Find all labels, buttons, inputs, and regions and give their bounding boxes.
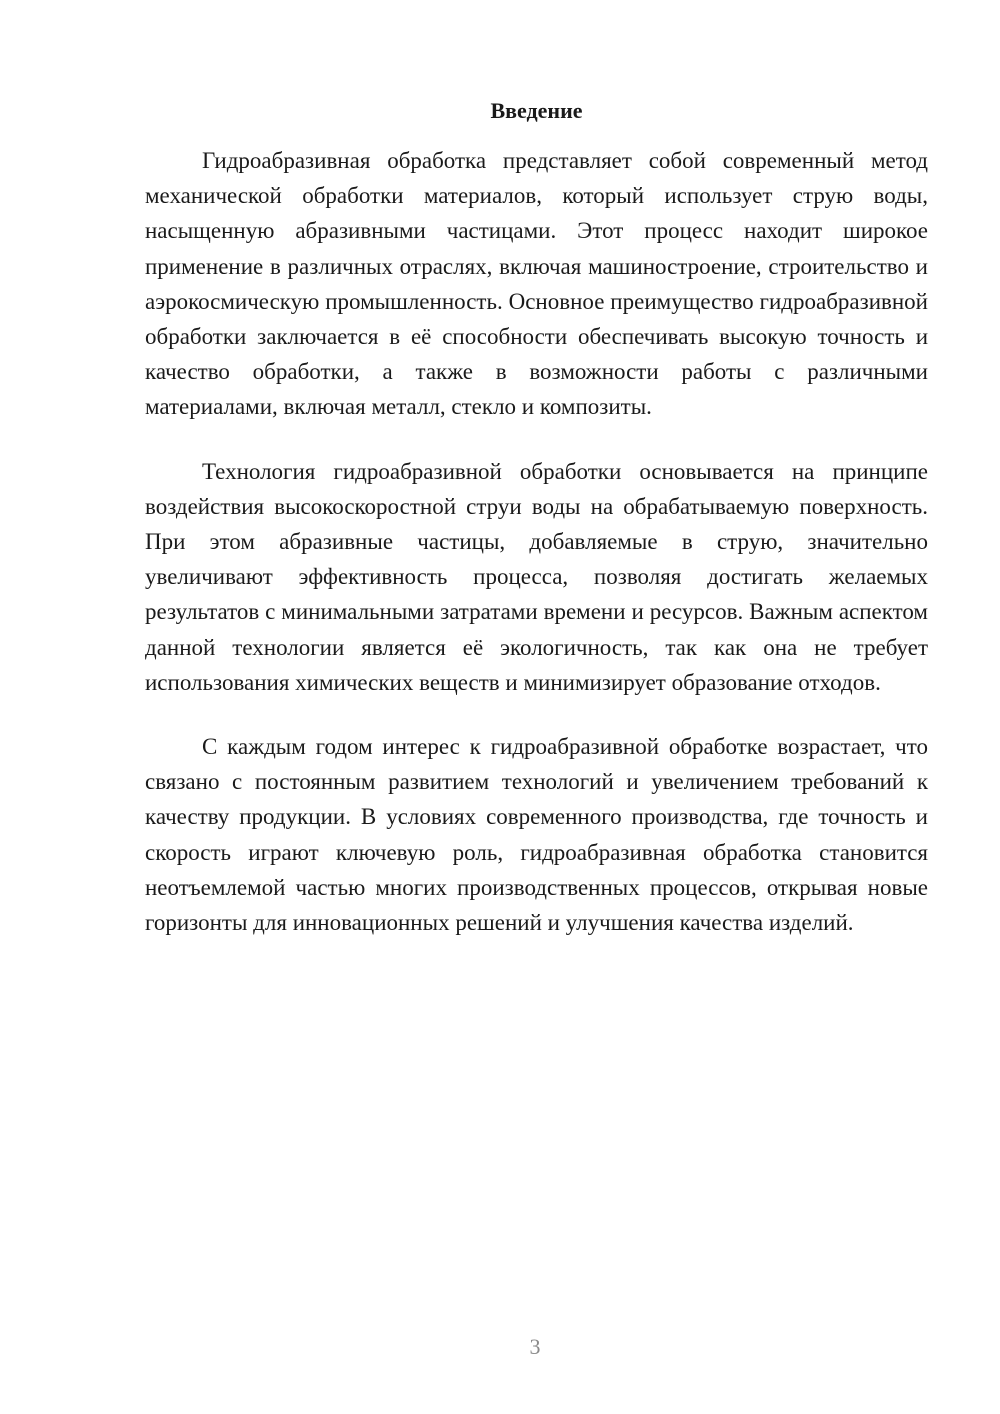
paragraph: Технология гидроабразивной обработки основывается на принципе воздействия высокоскоростной струи воды на обрабатываемую поверхность. При этом абразивные частицы, добавляемые в струю, значительно увеличивают эффективность процесса, позволяя достигать желаемых результатов с минимальными затратами времени и ресурсов. Важным аспектом данной технологии является её экологичность, так как она не требует использования химических веществ и минимизирует образование отходов. [145, 458, 928, 695]
page-number: 3 [529, 1334, 541, 1359]
body-text [145, 143, 928, 969]
paragraph: С каждым годом интерес к гидроабразивной обработке возрастает, что связано с постоянным развитием технологий и увеличением требований к качеству продукции. В условиях современного производства, где точность и скорость играют ключевую роль, гидроабразивная обработка становится неотъемлемой частью многих производственных процессов, открывая новые горизонты для инновационных решений и улучшения качества изделий. [145, 734, 928, 936]
paragraph: Гидроабразивная обработка представляет собой современный метод механической обработки материалов, который использует струю воды, насыщенную абразивными частицами. Этот процесс находит широкое применение в различных отраслях, включая машиностроение, строительство и аэрокосмическую промышленность. Основное преимущество гидроабразивной обработки заключается в её способности обеспечивать высокую точность и качество обработки, а также в возможности работы с различными материалами, включая металл, стекло и композиты. [145, 148, 928, 420]
section-heading: Введение [490, 98, 583, 123]
